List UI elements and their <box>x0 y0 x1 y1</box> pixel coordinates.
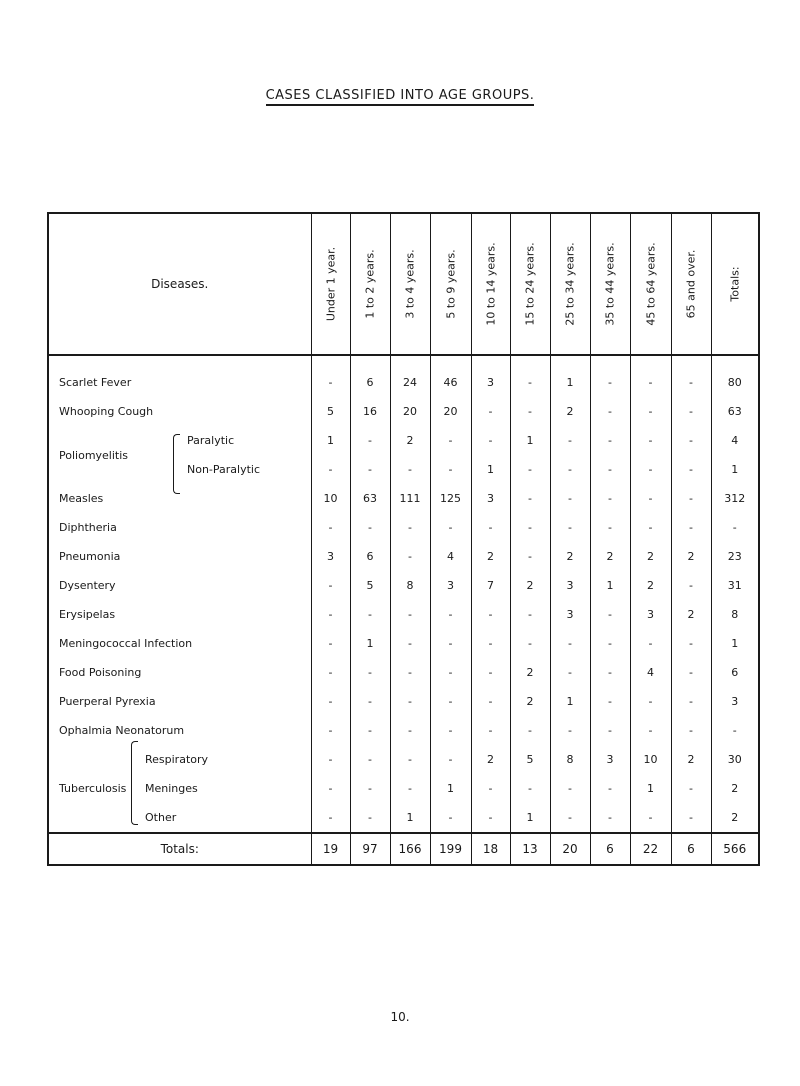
age-header: 5 to 9 years. <box>430 213 471 355</box>
count-cell: - <box>350 716 390 745</box>
count-cell: - <box>550 484 590 513</box>
count-cell: - <box>430 455 471 484</box>
count-cell: - <box>550 716 590 745</box>
count-cell: 46 <box>430 355 471 397</box>
row-total-cell: 312 <box>711 484 759 513</box>
age-header: 15 to 24 years. <box>510 213 550 355</box>
count-cell: - <box>390 716 430 745</box>
disease-name: Measles <box>59 492 104 505</box>
subtype-label: Meninges <box>145 782 198 795</box>
count-cell: - <box>510 716 550 745</box>
disease-name: Meningococcal Infection <box>59 637 193 650</box>
count-cell: - <box>590 600 630 629</box>
count-cell: - <box>671 803 711 833</box>
count-cell: - <box>510 629 550 658</box>
count-cell: 1 <box>471 455 510 484</box>
count-cell: 7 <box>471 571 510 600</box>
count-cell: 2 <box>390 426 430 455</box>
count-cell: - <box>590 397 630 426</box>
count-cell: - <box>510 484 550 513</box>
count-cell: 8 <box>550 745 590 774</box>
page-number: 10. <box>390 1010 410 1024</box>
count-cell: - <box>471 716 510 745</box>
count-cell: 1 <box>630 774 671 803</box>
count-cell: - <box>311 745 350 774</box>
count-cell: 3 <box>590 745 630 774</box>
row-total-cell: - <box>711 716 759 745</box>
row-total-cell: 31 <box>711 571 759 600</box>
count-cell: 1 <box>390 803 430 833</box>
count-cell: 5 <box>350 571 390 600</box>
count-cell: - <box>390 774 430 803</box>
count-cell: 1 <box>590 571 630 600</box>
count-cell: - <box>390 687 430 716</box>
disease-name: Diphtheria <box>59 521 117 534</box>
totals-header: Totals: <box>711 213 759 355</box>
count-cell: - <box>550 774 590 803</box>
row-total-cell: 63 <box>711 397 759 426</box>
count-cell: 10 <box>311 484 350 513</box>
count-cell: 20 <box>430 397 471 426</box>
count-cell: 111 <box>390 484 430 513</box>
count-cell: - <box>510 397 550 426</box>
count-cell: - <box>471 658 510 687</box>
count-cell: - <box>630 716 671 745</box>
count-cell: 1 <box>510 426 550 455</box>
count-cell: - <box>430 426 471 455</box>
count-cell: 63 <box>350 484 390 513</box>
total-cell: 199 <box>430 833 471 865</box>
count-cell: 2 <box>471 542 510 571</box>
disease-name <box>48 774 311 803</box>
count-cell: - <box>630 426 671 455</box>
count-cell: - <box>590 426 630 455</box>
table-row <box>48 484 759 513</box>
count-cell: - <box>590 455 630 484</box>
count-cell: - <box>390 542 430 571</box>
count-cell: - <box>471 600 510 629</box>
count-cell: - <box>390 629 430 658</box>
table-row <box>48 426 759 455</box>
count-cell: - <box>471 426 510 455</box>
count-cell: 20 <box>390 397 430 426</box>
count-cell: - <box>671 774 711 803</box>
table-row <box>48 542 759 571</box>
count-cell: - <box>550 513 590 542</box>
count-cell: - <box>390 745 430 774</box>
count-cell: - <box>390 658 430 687</box>
subtype-label: Non-Paralytic <box>187 463 261 476</box>
count-cell: - <box>311 455 350 484</box>
count-cell: 2 <box>590 542 630 571</box>
count-cell: - <box>550 455 590 484</box>
count-cell: - <box>510 542 550 571</box>
disease-name: Dysentery <box>59 579 116 592</box>
disease-name <box>48 449 311 484</box>
count-cell: - <box>471 803 510 833</box>
group-label: Poliomyelitis <box>59 449 129 462</box>
table-row <box>48 745 759 774</box>
disease-name: Scarlet Fever <box>59 376 132 389</box>
row-total-cell: 8 <box>711 600 759 629</box>
age-header: 10 to 14 years. <box>471 213 510 355</box>
count-cell: - <box>350 658 390 687</box>
count-cell: - <box>430 513 471 542</box>
total-cell: 97 <box>350 833 390 865</box>
count-cell: - <box>311 803 350 833</box>
age-header: 65 and over. <box>671 213 711 355</box>
count-cell: - <box>311 687 350 716</box>
count-cell: - <box>590 716 630 745</box>
count-cell: - <box>550 803 590 833</box>
count-cell: 2 <box>550 542 590 571</box>
count-cell: 3 <box>630 600 671 629</box>
count-cell: - <box>430 803 471 833</box>
count-cell: - <box>510 600 550 629</box>
count-cell: - <box>350 803 390 833</box>
count-cell: - <box>430 629 471 658</box>
count-cell: - <box>390 455 430 484</box>
age-header: 3 to 4 years. <box>390 213 430 355</box>
table-row <box>48 716 759 745</box>
count-cell: 3 <box>430 571 471 600</box>
subtype-label: Respiratory <box>145 753 209 766</box>
age-header: 1 to 2 years. <box>350 213 390 355</box>
count-cell: 2 <box>510 658 550 687</box>
count-cell: - <box>350 513 390 542</box>
count-cell: - <box>311 513 350 542</box>
count-cell: - <box>630 455 671 484</box>
count-cell: - <box>590 629 630 658</box>
count-cell: - <box>671 484 711 513</box>
total-cell: 6 <box>590 833 630 865</box>
count-cell: - <box>311 658 350 687</box>
disease-name: Ophalmia Neonatorum <box>59 724 185 737</box>
age-header: 25 to 34 years. <box>550 213 590 355</box>
row-total-cell: 2 <box>711 803 759 833</box>
count-cell: - <box>471 687 510 716</box>
row-total-cell: 1 <box>711 629 759 658</box>
count-cell: - <box>590 774 630 803</box>
count-cell: - <box>430 687 471 716</box>
count-cell: 2 <box>671 542 711 571</box>
count-cell: 1 <box>550 355 590 397</box>
age-header: 45 to 64 years. <box>630 213 671 355</box>
row-total-cell: 6 <box>711 658 759 687</box>
totals-row <box>48 833 759 865</box>
group-label: Tuberculosis <box>59 782 127 795</box>
count-cell: 24 <box>390 355 430 397</box>
count-cell: - <box>430 600 471 629</box>
totals-label: Totals: <box>48 833 311 865</box>
count-cell: 1 <box>510 803 550 833</box>
grand-total-cell: 566 <box>711 833 759 865</box>
count-cell: - <box>311 629 350 658</box>
count-cell: - <box>311 571 350 600</box>
table-row <box>48 658 759 687</box>
table-row <box>48 629 759 658</box>
count-cell: 2 <box>630 542 671 571</box>
count-cell: - <box>630 484 671 513</box>
count-cell: 1 <box>350 629 390 658</box>
count-cell: 3 <box>311 542 350 571</box>
count-cell: - <box>350 687 390 716</box>
subtype-label: Other <box>145 811 177 824</box>
age-groups-table <box>47 212 760 866</box>
count-cell: - <box>311 600 350 629</box>
count-cell: - <box>671 716 711 745</box>
row-total-cell: 23 <box>711 542 759 571</box>
row-total-cell: - <box>711 513 759 542</box>
count-cell: - <box>590 803 630 833</box>
count-cell: - <box>390 513 430 542</box>
count-cell: - <box>471 397 510 426</box>
count-cell: - <box>350 745 390 774</box>
row-total-cell: 30 <box>711 745 759 774</box>
count-cell: 2 <box>510 687 550 716</box>
count-cell: - <box>630 687 671 716</box>
total-cell: 20 <box>550 833 590 865</box>
page-title: CASES CLASSIFIED INTO AGE GROUPS. <box>0 88 800 103</box>
count-cell: - <box>590 484 630 513</box>
count-cell: 10 <box>630 745 671 774</box>
count-cell: - <box>510 513 550 542</box>
count-cell: - <box>630 803 671 833</box>
count-cell: - <box>510 455 550 484</box>
count-cell: - <box>471 629 510 658</box>
age-header: 35 to 44 years. <box>590 213 630 355</box>
count-cell: 2 <box>550 397 590 426</box>
table-row <box>48 774 759 803</box>
table-row <box>48 803 759 833</box>
disease-name <box>48 803 311 833</box>
disease-name: Erysipelas <box>59 608 116 621</box>
count-cell: 125 <box>430 484 471 513</box>
count-cell: - <box>671 658 711 687</box>
count-cell: 5 <box>510 745 550 774</box>
count-cell: 4 <box>630 658 671 687</box>
count-cell: - <box>671 687 711 716</box>
count-cell: 2 <box>671 600 711 629</box>
count-cell: - <box>350 774 390 803</box>
disease-name: Food Poisoning <box>59 666 142 679</box>
count-cell: 3 <box>471 355 510 397</box>
count-cell: - <box>590 687 630 716</box>
count-cell: 4 <box>430 542 471 571</box>
count-cell: - <box>671 629 711 658</box>
table-row <box>48 600 759 629</box>
disease-name <box>48 745 311 774</box>
brace-mark <box>173 434 180 494</box>
count-cell: - <box>630 629 671 658</box>
count-cell: - <box>430 658 471 687</box>
count-cell: - <box>671 571 711 600</box>
count-cell: - <box>311 355 350 397</box>
table-row <box>48 455 759 484</box>
count-cell: - <box>671 513 711 542</box>
count-cell: 8 <box>390 571 430 600</box>
count-cell: - <box>590 355 630 397</box>
row-total-cell: 1 <box>711 455 759 484</box>
row-total-cell: 2 <box>711 774 759 803</box>
age-header: Under 1 year. <box>311 213 350 355</box>
count-cell: 3 <box>550 600 590 629</box>
row-total-cell: 4 <box>711 426 759 455</box>
count-cell: - <box>671 426 711 455</box>
count-cell: - <box>671 397 711 426</box>
diseases-header: Diseases. <box>48 213 311 355</box>
count-cell: - <box>471 513 510 542</box>
total-cell: 19 <box>311 833 350 865</box>
table-row <box>48 397 759 426</box>
count-cell: - <box>630 355 671 397</box>
count-cell: - <box>550 426 590 455</box>
count-cell: - <box>350 600 390 629</box>
count-cell: - <box>590 658 630 687</box>
total-cell: 13 <box>510 833 550 865</box>
count-cell: - <box>630 513 671 542</box>
total-cell: 18 <box>471 833 510 865</box>
count-cell: - <box>430 745 471 774</box>
count-cell: - <box>671 455 711 484</box>
count-cell: - <box>550 658 590 687</box>
table-row <box>48 513 759 542</box>
row-total-cell: 80 <box>711 355 759 397</box>
count-cell: - <box>590 513 630 542</box>
count-cell: - <box>630 397 671 426</box>
count-cell: - <box>550 629 590 658</box>
count-cell: - <box>430 716 471 745</box>
total-cell: 166 <box>390 833 430 865</box>
count-cell: - <box>350 455 390 484</box>
count-cell: - <box>510 774 550 803</box>
count-cell: 16 <box>350 397 390 426</box>
count-cell: - <box>471 774 510 803</box>
table-row <box>48 687 759 716</box>
row-total-cell: 3 <box>711 687 759 716</box>
count-cell: 2 <box>630 571 671 600</box>
disease-name: Puerperal Pyrexia <box>59 695 156 708</box>
count-cell: - <box>390 600 430 629</box>
count-cell: 2 <box>510 571 550 600</box>
disease-name: Whooping Cough <box>59 405 154 418</box>
disease-name: Pneumonia <box>59 550 121 563</box>
count-cell: 6 <box>350 355 390 397</box>
count-cell: 2 <box>671 745 711 774</box>
count-cell: 3 <box>471 484 510 513</box>
total-cell: 6 <box>671 833 711 865</box>
table-row <box>48 571 759 600</box>
count-cell: 1 <box>311 426 350 455</box>
count-cell: 1 <box>430 774 471 803</box>
count-cell: - <box>350 426 390 455</box>
count-cell: 5 <box>311 397 350 426</box>
table-row <box>48 355 759 397</box>
subtype-label: Paralytic <box>187 434 235 447</box>
count-cell: 3 <box>550 571 590 600</box>
total-cell: 22 <box>630 833 671 865</box>
count-cell: 2 <box>471 745 510 774</box>
count-cell: 1 <box>550 687 590 716</box>
header-row <box>48 213 759 355</box>
count-cell: - <box>671 355 711 397</box>
count-cell: - <box>311 716 350 745</box>
count-cell: - <box>311 774 350 803</box>
count-cell: 6 <box>350 542 390 571</box>
count-cell: - <box>510 355 550 397</box>
